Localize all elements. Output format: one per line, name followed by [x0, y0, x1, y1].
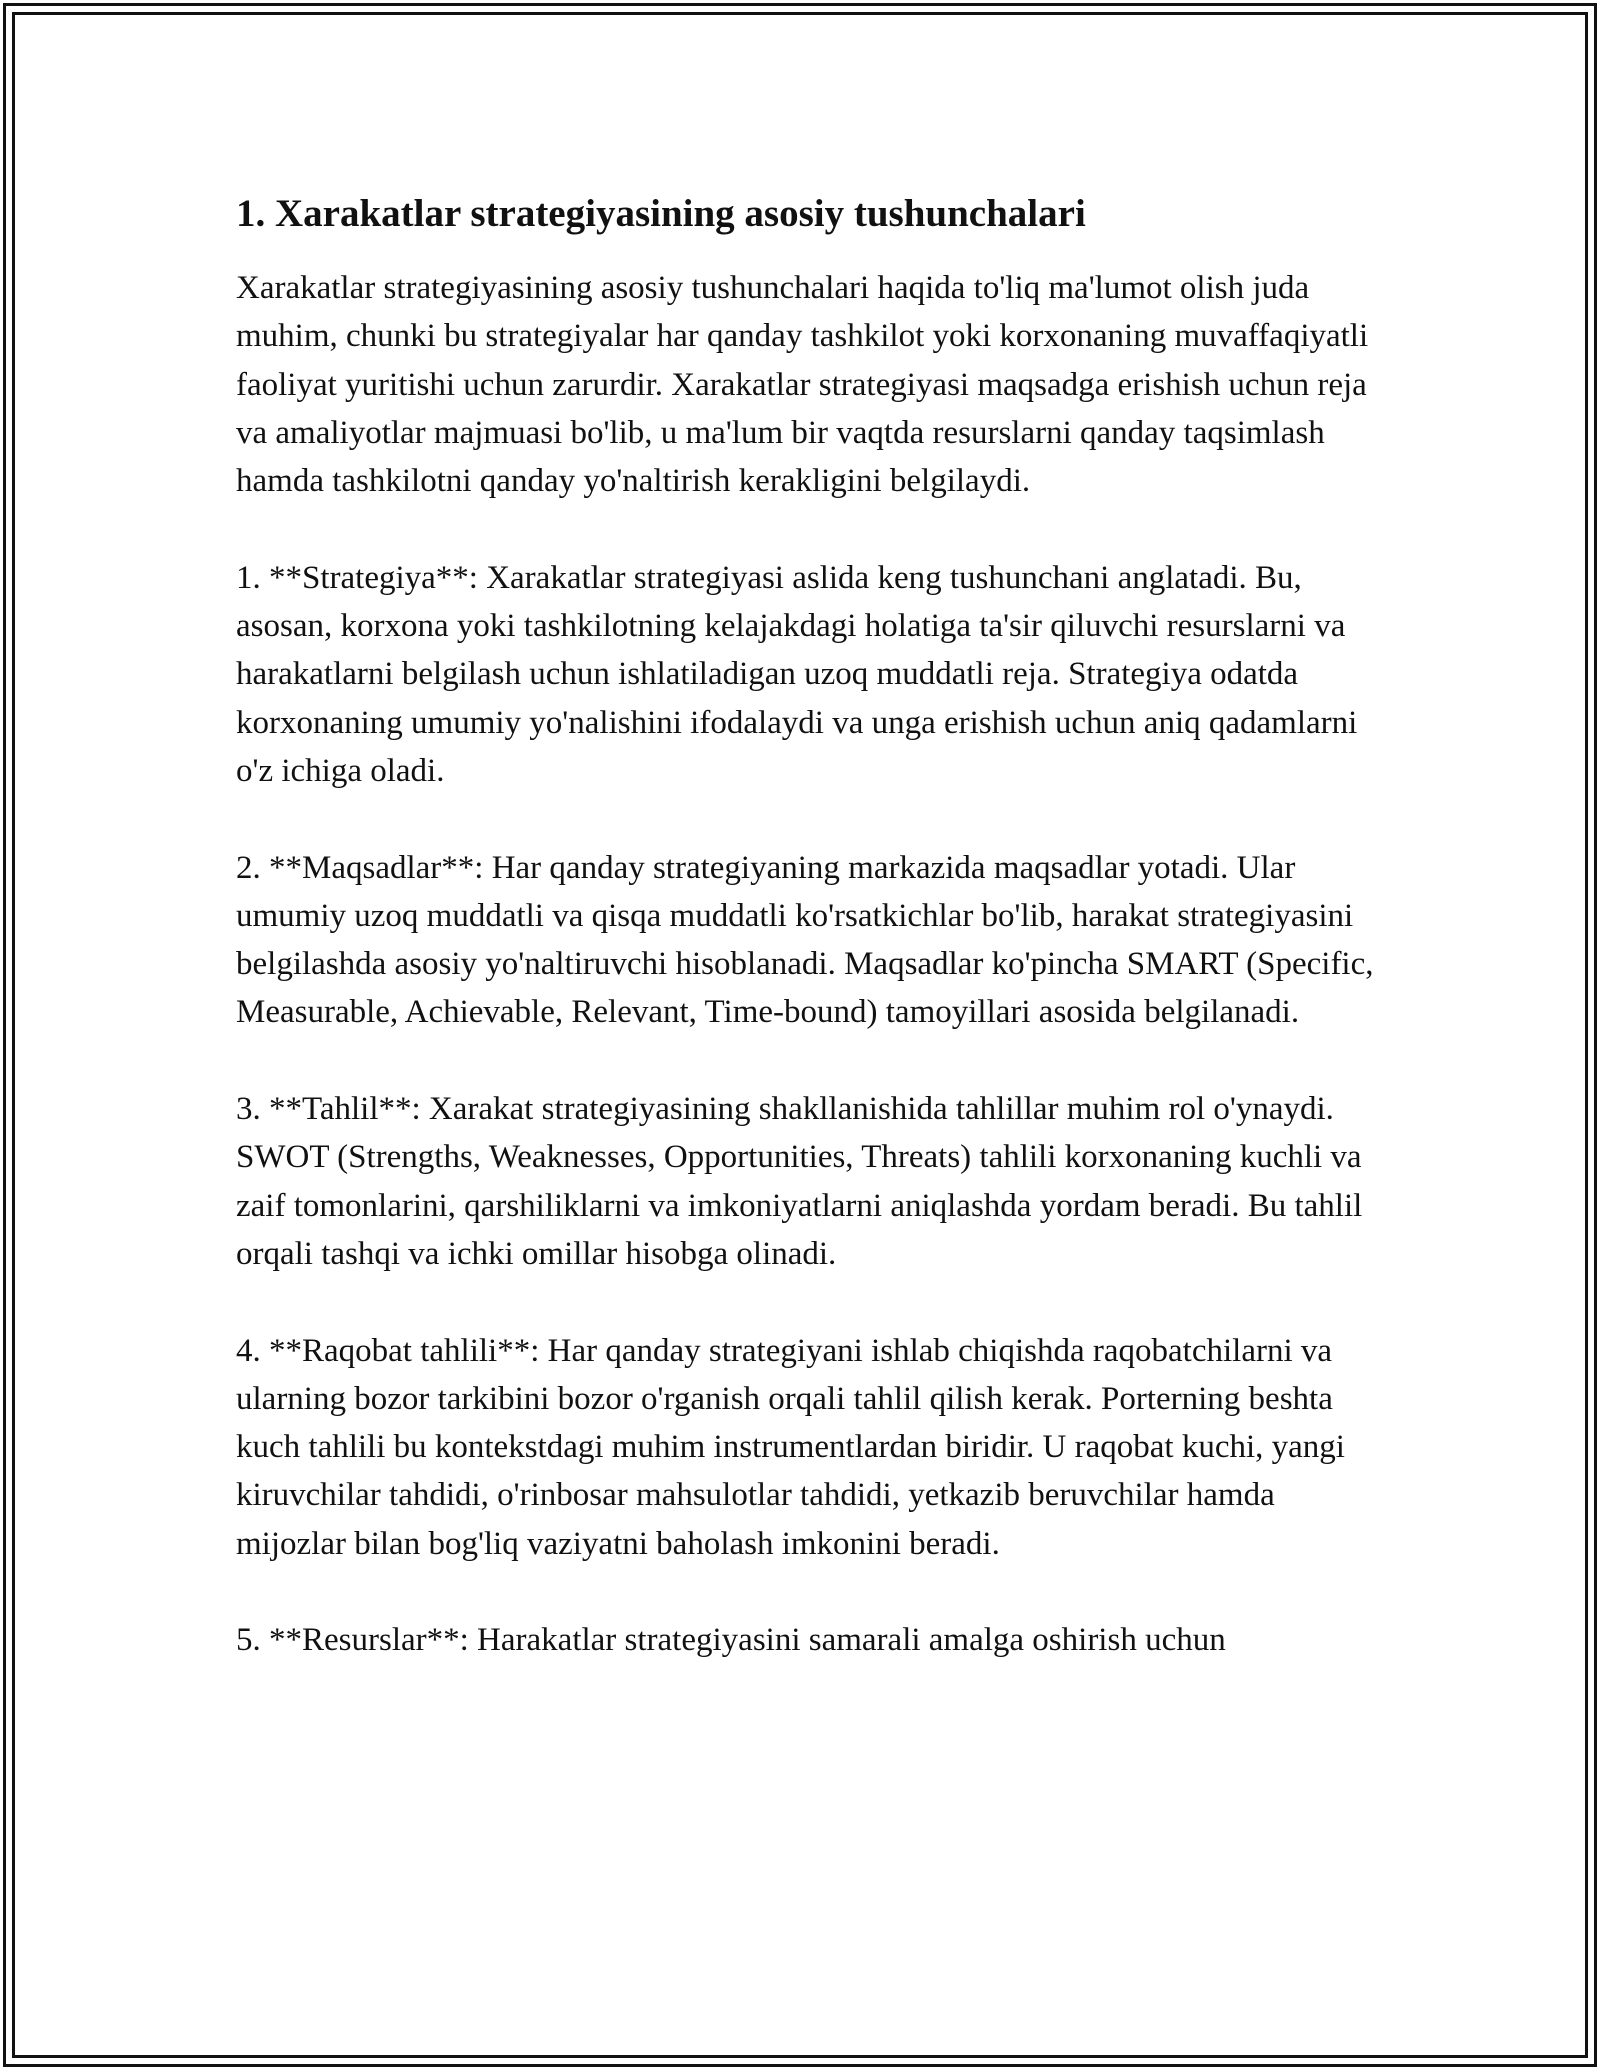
maqsadlar-paragraph: 2. **Maqsadlar**: Har qanday strategiyaning markazida maqsadlar yotadi. Ular umumiy uzoq muddatli va qisqa muddatli ko'rsatkichlar bo'lib, harakat strategiyasini belgilashda asosiy yo'naltiruvchi hisoblanadi. Maqsadlar ko'pincha SMART (Specific, Measurable, Achievable, Relevant, Time-bound) tamoyillari asosida belgilanadi.: [236, 849, 1374, 1031]
tahlil-paragraph: 3. **Tahlil**: Xarakat strategiyasining shakllanishida tahlillar muhim rol o'ynaydi. SWOT (Strengths, Weaknesses, Opportunities, Threats) tahlili korxonaning kuchli va zaif tomonlarini, qarshiliklarni va imkoniyatlarni aniqlashda yordam beradi. Bu tahlil orqali tashqi va ichki omillar hisobga olinadi.: [236, 1091, 1363, 1272]
strategiya-paragraph: 1. **Strategiya**: Xarakatlar strategiyasi aslida keng tushunchani anglatadi. Bu, asosan, korxona yoki tashkilotning kelajakdagi holatiga ta'sir qiluvchi resurslarni va harakatlarni belgilash uchun ishlatiladigan uzoq muddatli reja. Strategiya odatda korxonaning umumiy yo'nalishini ifodalaydi va unga erishish uchun aniq qadamlarni o'z ichiga oladi.: [236, 559, 1358, 789]
section-heading: 1. Xarakatlar strategiyasining asosiy tushunchalari: [236, 192, 1086, 235]
intro-paragraph: Xarakatlar strategiyasining asosiy tushunchalari haqida to'liq ma'lumot olish juda muhim, chunki bu strategiyalar har qanday tashkilot yoki korxonaning muvaffaqiyatli faoliyat yuritishi uchun zarurdir. Xarakatlar strategiyasi maqsadga erishish uchun reja va amaliyotlar majmuasi bo'lib, u ma'lum bir vaqtda resurslarni qanday taqsimlash hamda tashkilotni qanday yo'naltirish kerakligini belgilaydi.: [236, 270, 1369, 500]
resurslar-paragraph: 5. **Resurslar**: Harakatlar strategiyasini samarali amalga oshirish uchun: [236, 1622, 1226, 1659]
document-body: [236, 188, 1378, 1665]
raqobat-tahlili-paragraph: 4. **Raqobat tahlili**: Har qanday strategiyani ishlab chiqishda raqobatchilarni va ularning bozor tarkibini bozor o'rganish orqali tahlil qilish kerak. Porterning beshta kuch tahlili bu kontekstdagi muhim instrumentlardan biridir. U raqobat kuchi, yangi kiruvchilar tahdidi, o'rinbosar mahsulotlar tahdidi, yetkazib beruvchilar hamda mijozlar bilan bog'liq vaziyatni baholash imkonini beradi.: [236, 1332, 1345, 1562]
